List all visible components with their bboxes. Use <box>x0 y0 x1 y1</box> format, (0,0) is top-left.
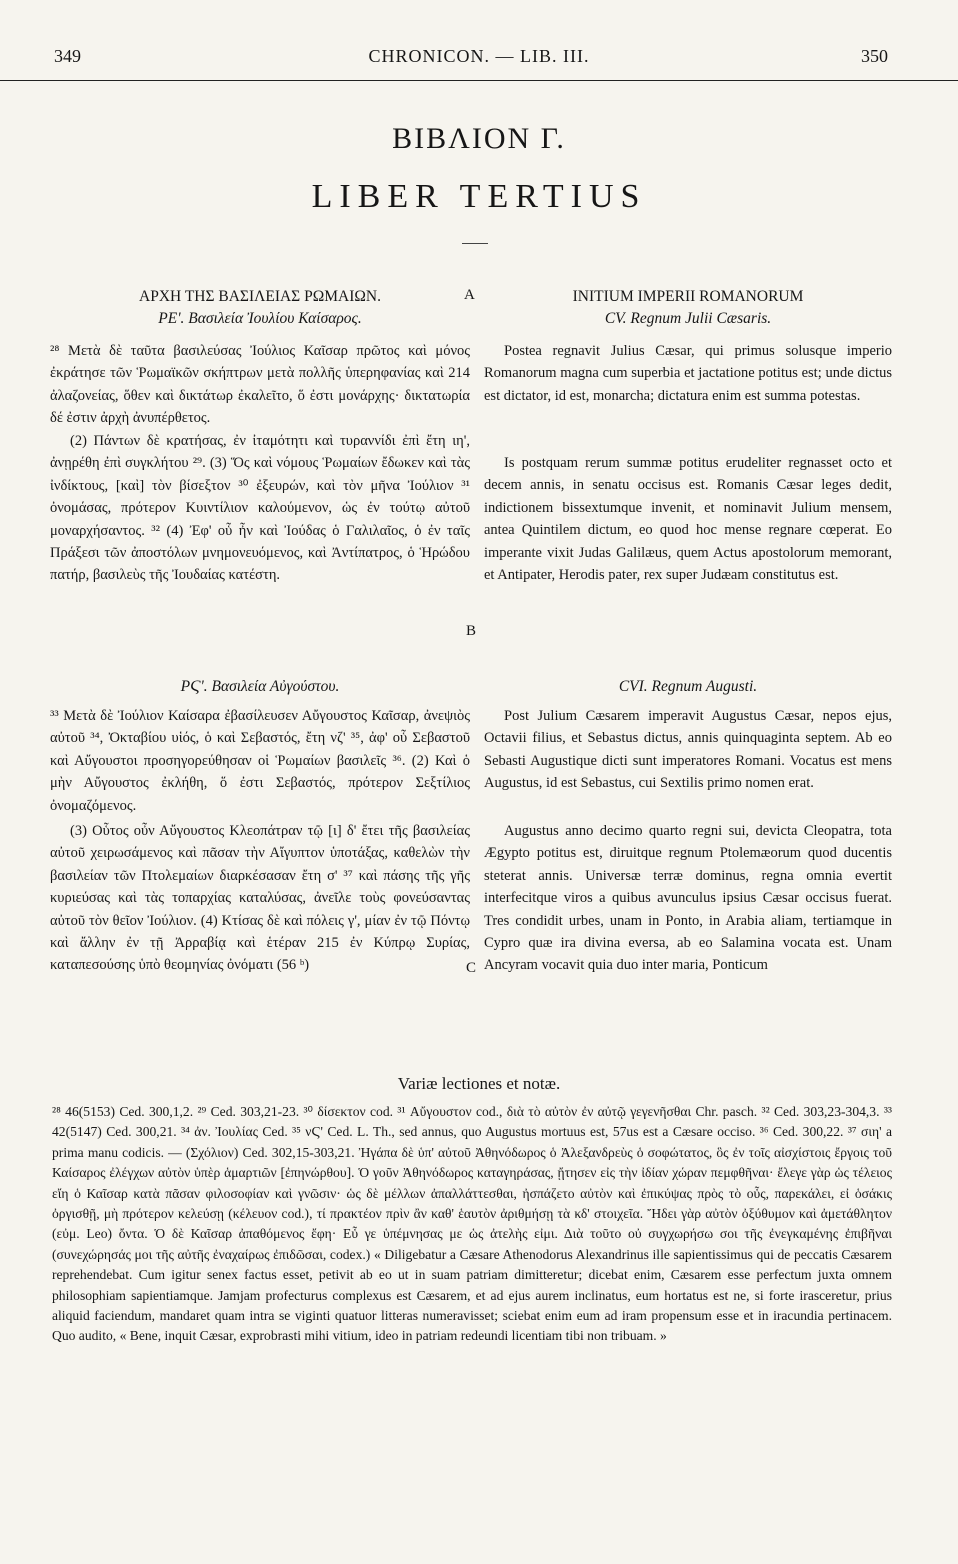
greek-heading-1-line2: ΡΕ'. Βασιλεία Ἰουλίου Καίσαρος. <box>158 310 362 327</box>
greek-paragraph-3: ³³ Μετὰ δὲ Ἰούλιον Καίσαρα ἐβασίλευσεν Αὔγουστος Καῖσαρ, ἀνεψιὸς αὐτοῦ ³⁴, Ὀκταβίου υἱός, ὁ καὶ Σεβαστός, ἔτη νζ' ³⁵, ἀφ' οὗ Σεβαστοῦ καὶ Αὔγουστοι προσηγορεύθησαν οἱ Ῥωμαίων βασιλεῖς ³⁶. (2) Καὶ ὁ μὴν Αὔγουστος ἐκλήθη, ὅ ἐστι Σεβαστός, πρότερον Σεξτίλιος ὀνομαζόμενος. <box>50 708 470 814</box>
latin-heading-2-text: CVI. Regnum Augusti. <box>618 678 758 695</box>
page-number-left: 349 <box>54 46 81 66</box>
notes-text: ²⁸ 46(5153) Ced. 300,1,2. ²⁹ Ced. 303,21-23. ³⁰ δίσεκτον cod. ³¹ Αὔγουστον cod., διὰ τὸ αὐτὸν ἐν αὐτῷ γεγενῆσθαι Chr. pasch. ³² Ced. 303,23-304,3. ³³ 42(5147) Ced. 300,21. ³⁴ ἀν. Ἰουλίας Ced. ³⁵ νϚ' Ced. L. Th., sed annus, quo Augustus mortuus est, 57us est a Cæsare occiso. ³⁶ Ced. 300,22. ³⁷ σιη' a prima manu codicis. — (Σχόλιον) Ced. 302,15-303,21. Ἠγάπα δὲ ὑπ' αὐτοῦ Ἀθηνόδωρος ὁ Ἀλεξανδρεὺς ὁ σοφώτατος, ὃς ἐν τοῖς αἰσχίστοις ἔργοις τοῦ Καίσαρος ἐλέγχων αὐτὸν ὑπὲρ ἁμαρτιῶν [ἐπηνώρθου]. Ὁ γοῦν Ἀθηνόδωρος καταγηράσας, ᾔτησεν εἰς τὴν ἰδίαν χώραν πεμφθῆναι· ἔλεγε γὰρ ὡς τέλειος εἴη ὁ Καῖσαρ κατὰ πᾶσαν φιλοσοφίαν καὶ γνῶσιν· ὡς δὲ μέλλων ἀπαλλάττεσθαι, ἠσπάζετο αὐτὸν καὶ ἐπικύψας πρὸς τὸ οὖς, παρεκάλει, εἰ ὁσάκις ὀργισθῇ, μὴ πρότερον κελεύσῃ (κέλευον cod.), τί πρακτέον πρὶν ἂν καθ' ἑαυτὸν ἀριθμήσῃ τὰ κδ' στοιχεῖα. Ἤδει γὰρ αὐτὸν ὀξύθυμον καὶ ἀμετάθλητον (εὐμ. Leo) ὄντα. Ὁ δὲ Καῖσαρ ἀπαθόμενος ἔφη· Εὖ γε ὑπέμνησας με ὡς ἀτελὴς εἰμι. Διὰ τοῦτο οὐ συγχωρήσω σοι τῆς ἐνεγκαμένης ἐπιβῆναι (συνεχώρησάς μοι τῆς αὐτῆς ἐναχαίρως ἐπιδῶσαι, codex.) « Diligebatur a Cæsare Athenodorus Alexandrinus ille sapientissimus qui de peccatis Cæsarem reprehendebat. Cum igitur senex factus esset, petivit ab eo ut in suam patriam dimitteretur; dicebat enim, Cæsarem esse perfectum juxta omnem philosophiam sapientiamque. Jamjam profecturus complexus est Cæsarem, et ad ejus aurem inclinatus, eum hortatus est ne, si forte irasceretur, prius aliquid faciendum, mandaret quam intra se viginti quatuor litteras numeravisset; sciebat enim eum ad iram propensum esse et in iracundia pertinacem. Quo audito, « Bene, inquit Cæsar, exprobrasti mihi vitium, ideo in patriam redeundi licentiam tibi non tribuam. » <box>52 1104 892 1344</box>
latin-heading-1-line1: INITIUM IMPERII ROMANORUM <box>572 288 804 305</box>
running-title: CHRONICON. — LIB. III. <box>368 46 590 66</box>
latin-heading-2 <box>484 676 892 698</box>
latin-paragraph-1: Postea regnavit Julius Cæsar, qui primus solusque imperio Romanorum magna cum superbia et jactatione potitus est; unde dictus est dictator, id est, monarcha; dictatura enim est summa potestas. <box>484 343 892 404</box>
greek-paragraph-1: ²⁸ Μετὰ δὲ ταῦτα βασιλεύσας Ἰούλιος Καῖσαρ πρῶτος καὶ μόνος ἐκράτησε τῶν Ῥωμαϊκῶν σκήπτρων μετὰ πολλῆς ὑπερηφανίας καὶ 214 ἀλαζονείας, ὅθεν καὶ δικτάτωρ ἐκαλεῖτο, ὅ ἐστι μονάρχης· δικτατωρία δέ ἐστιν ἀρχὴ ἀνυπέρθετος. <box>50 343 470 427</box>
greek-heading-2-text: ΡϚ'. Βασιλεία Αὐγούστου. <box>180 678 340 695</box>
latin-paragraph-3: Post Julium Cæsarem imperavit Augustus Cæsar, nepos ejus, Octavii filius, et Sebastus dictus, annis quinquaginta septem. Ab eo Sebasti Augustique dicti sunt imperatores Romani. Vocatus est mens Augustus, id est Sebastus, cui Sextilis primo nomen erat. <box>484 708 892 792</box>
book-title-greek: ΒΙΒΛΙΟΝ Γ. <box>392 122 566 155</box>
greek-heading-1 <box>50 286 470 330</box>
greek-heading-1-line1: ΑΡΧΗ ΤΗΣ ΒΑΣΙΛΕΙΑΣ ΡΩΜΑΙΩΝ. <box>139 288 381 305</box>
greek-paragraph-2: (2) Πάντων δὲ κρατήσας, ἐν ἰταμότητι καὶ τυραννίδι ἐπὶ ἔτη ιη', ἀνῃρέθη ἐπὶ συγκλήτου ²⁹. (3) Ὅς καὶ νόμους Ῥωμαίων ἔδωκεν καὶ τὰς ἰνδίκτους, [καὶ] τὸν βίσεξτον ³⁰ ἐξευρών, καὶ τὸν μῆνα Ἰούλιον ³¹ ὀνομάσας, πρότερον Κυιντίλιον καλούμενον, ὡς ἐν τούτῳ αὐτοῦ μοναρχήσαντος. ³² (4) Ἐφ' οὗ ἦν καὶ Ἰούδας ὁ Γαλιλαῖος, ὁ ἐν ταῖς Πράξεσι τῶν ἀποστόλων μνημονευόμενος, καὶ Ἀντίπατρος, ὁ Ἡρώδου πατήρ, βασιλεὺς τῆς Ἰουδαίας κατέστη. <box>50 433 470 584</box>
greek-heading-2 <box>50 676 470 698</box>
running-head <box>0 36 958 81</box>
notes-title: Variæ lectiones et notæ. <box>397 1074 561 1093</box>
latin-heading-1 <box>484 286 892 330</box>
latin-heading-1-line2: CV. Regnum Julii Cæsaris. <box>604 310 772 327</box>
latin-paragraph-4: Augustus anno decimo quarto regni sui, devicta Cleopatra, tota Ægypto potitus est, diruitque regnum Ptolemæorum quod ducentis steterat annis. Universæ terræ dominus, regna omnia evertit interfecitque viros a quibus avunculus ipsius Cæsar occisus fuerat. Tres condidit urbes, unam in Ponto, in Arabia aliam, tertiamque in Cypro quæ ira divina eversa, ab eo Salamina vocata est. Unam Ancyram vocavit quia duo inter maria, Ponticum <box>484 823 892 974</box>
page-number-right: 350 <box>861 46 888 66</box>
book-title-latin: LIBER TERTIUS <box>311 178 647 215</box>
column-marker-c: C <box>466 960 477 976</box>
title-rule <box>462 243 488 244</box>
latin-paragraph-2: Is postquam rerum summæ potitus erudeliter regnasset octo et decem annis, in senatu occisus est. Romanis Cæsar leges dedit, indictionem bissextumque invenit, et nominavit Julium mensem, antea Quintilem dictum, eo quod hoc mense regnare cœperat. Eo imperante vixit Judas Galilæus, quem Actus apostolorum memorant, et Antipater, Herodis pater, rex super Judæam constitutus est. <box>484 455 892 584</box>
column-marker-b: B <box>466 623 477 639</box>
column-marker-a: A <box>464 287 475 303</box>
greek-paragraph-4: (3) Οὗτος οὖν Αὔγουστος Κλεοπάτραν τῷ [ι] δ' ἔτει τῆς βασιλείας αὐτοῦ χειρωσάμενος καὶ πᾶσαν τὴν Αἴγυπτον ὑποτάξας, καθελὼν τὴν βασιλείαν τῶν Πτολεμαίων διαρκέσασαν ἔτη σ' ³⁷ καὶ πάσης τῆς γῆς κυριεύσας καὶ τὰς τοπαρχίας καταλύσας, ἀνεῖλε τοὺς φονεύσαντας αὐτοῦ τὸν θεῖον Ἰούλιον. (4) Κτίσας δὲ καὶ πόλεις γ', μίαν ἐν τῷ Πόντῳ καὶ ἄλλην ἐν τῇ Ἀρραβίᾳ καὶ ἑτέραν 215 ἐν Κύπρῳ Συρίας, καταπεσούσης ὑπὸ θεομηνίας ὀνόματι (56 ᵇ) <box>50 823 470 974</box>
